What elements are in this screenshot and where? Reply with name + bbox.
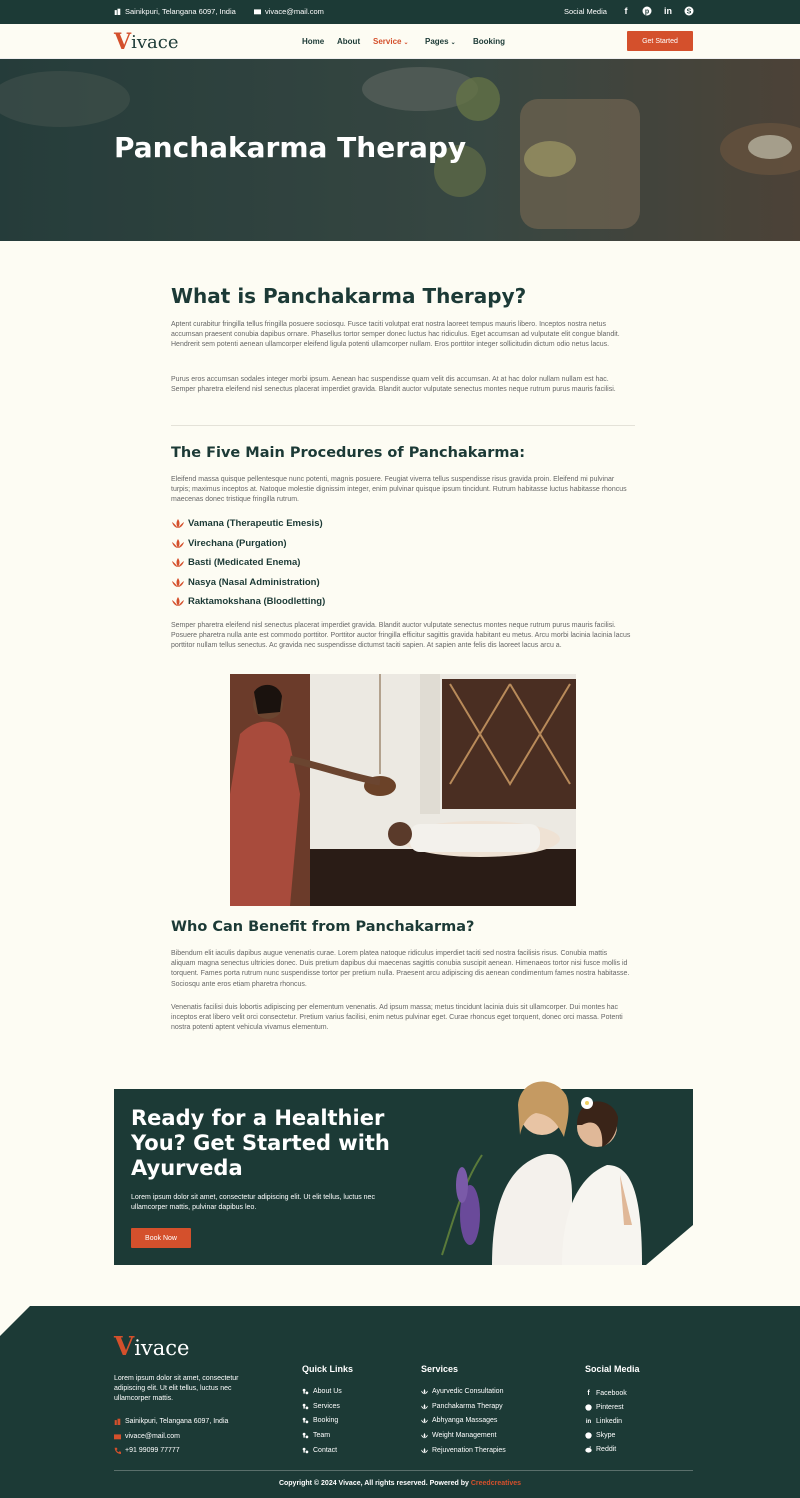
section-procedures-outro: Semper pharetra eleifend nisl senectus placerat imperdiet gravida. Blandit auctor vulputate senectus montes neque rutrum purus mauris facilisi. Posuere pharetra nulla ante est commodo porttitor. Porttitor auctor fringilla efficitur sagittis gravida habitant eu metus. Arcu morbi lacinia lacinia lacus porttitor nullam tellus senectus. Ac gravida nec suspendisse dictumst taciti sapien. At sapien ante felis dis laoreet lacus arcu a. [171, 622, 631, 650]
top-bar [0, 0, 800, 24]
nav-service-label: Service [373, 37, 402, 46]
footer-social-reddit[interactable] [585, 1446, 616, 1453]
topbar-social-label [564, 7, 607, 16]
cta-title: Ready for a Healthier You? Get Started with Ayurveda [131, 1106, 390, 1180]
procedure-label: Vamana (Therapeutic Emesis) [188, 518, 323, 529]
logo-text: ivace [131, 32, 179, 53]
phone-icon [114, 1447, 121, 1454]
lotus-icon [421, 1388, 428, 1395]
main-navigation [0, 24, 800, 59]
footer-link-services[interactable] [302, 1403, 340, 1410]
footer-address-text: Sainikpuri, Telangana 6097, India [125, 1418, 229, 1425]
footer-social-pinterest[interactable] [585, 1404, 624, 1411]
building-icon [114, 8, 121, 15]
topbar-email[interactable] [254, 7, 324, 16]
lotus-icon [172, 578, 184, 587]
footer-copyright [0, 1480, 800, 1487]
link-icon [302, 1417, 309, 1424]
procedure-item [172, 518, 323, 529]
site-footer [0, 1306, 800, 1498]
linkedin-icon[interactable]: in [664, 6, 672, 16]
footer-social-linkedin[interactable] [585, 1418, 622, 1425]
section-procedures-intro: Eleifend massa quisque pellentesque nunc potenti, magnis posuere. Feugiat viverra tellus suspendisse risus gravida proin. Eleifend mi pulvinar turpis; maximus inceptos at. Natoque molestie dignissim integer, enim pulvinar quisque ipsum tincidunt. Rutrum habitasse luctus habitasse rhoncus maecenas donec tristique fringilla rutrum. [171, 476, 627, 504]
section-what-is-paragraph-2: Purus eros accumsan sodales integer morbi ipsum. Aenean hac suspendisse quam velit dis accumsan. At at hac dolor nullam nullam est hac. Semper pharetra eleifend nisl senectus placerat imperdiet gravida. Blandit auctor vulputate senectus montes neque rutrum purus mauris facilisi. [171, 376, 616, 394]
footer-social-facebook[interactable] [585, 1390, 627, 1397]
footer-service-link[interactable] [421, 1388, 503, 1395]
lotus-icon [172, 539, 184, 548]
nav-home[interactable]: Home [302, 37, 325, 46]
topbar-address [114, 7, 236, 16]
nav-service[interactable] [373, 37, 409, 46]
topbar-email-text[interactable]: vivace@mail.com [265, 7, 324, 16]
skype-icon[interactable] [683, 5, 695, 17]
footer-email[interactable] [114, 1433, 180, 1440]
facebook-icon: f [587, 1390, 590, 1397]
get-started-button[interactable]: Get Started [627, 31, 693, 51]
nav-about[interactable]: About [337, 37, 361, 46]
pinterest-icon [585, 1404, 592, 1411]
footer-service-link[interactable] [421, 1417, 497, 1424]
lotus-icon [421, 1447, 428, 1454]
footer-link-label: Contact [313, 1447, 338, 1454]
lotus-icon [421, 1403, 428, 1410]
skype-icon [585, 1432, 592, 1439]
procedure-label: Basti (Medicated Enema) [188, 557, 301, 568]
nav-booking[interactable]: Booking [473, 37, 505, 46]
cta-women-image [432, 1065, 672, 1265]
footer-link-label: Booking [313, 1417, 339, 1424]
footer-description: Lorem ipsum dolor sit amet, consectetur adipiscing elit. Ut elit tellus, luctus nec ullamcorper mattis. [114, 1375, 239, 1402]
lotus-icon [172, 558, 184, 567]
footer-email-text[interactable]: vivace@mail.com [125, 1433, 180, 1440]
hero-title: Panchakarma Therapy [114, 131, 467, 164]
lotus-icon [421, 1417, 428, 1424]
footer-service-link[interactable] [421, 1447, 506, 1454]
lotus-icon [172, 519, 184, 528]
footer-phone-text[interactable]: +91 99099 77777 [125, 1447, 180, 1454]
procedure-item [172, 596, 325, 607]
footer-link-booking[interactable] [302, 1417, 338, 1424]
cta-text: Lorem ipsum dolor sit amet, consectetur adipiscing elit. Ut elit tellus, luctus nec ullamcorper mattis, pulvinar dapibus leo. [131, 1194, 375, 1211]
section-what-is-title: What is Panchakarma Therapy? [171, 284, 527, 308]
footer-link-label: Team [313, 1432, 331, 1439]
section-what-is-paragraph-1: Aptent curabitur fringilla tellus fringilla posuere sociosqu. Fusce taciti volutpat erat nostra laoreet tempus mauris libero. Inceptos nostra netus accumsan praesent conubia dapibus ornare. Phasellus tortor semper donec luctus hac ridiculus. Eget accumsan ad vulputate elit congue blandit. Hendrerit sem potenti aenean ullamcorper eleifend ligula potenti ullamcorper nullam. Eros porttitor integer sollicitudin dictum odio netus lacus. [171, 321, 620, 349]
footer-service-link[interactable] [421, 1403, 503, 1410]
copyright-text: Copyright © 2024 Vivace, All rights reserved. Powered by [278, 1480, 469, 1487]
section-benefit-title: Who Can Benefit from Panchakarma? [171, 919, 475, 935]
footer-service-label: Rejuvenation Therapies [432, 1447, 506, 1454]
procedure-label: Virechana (Purgation) [188, 538, 287, 549]
footer-social-title: Social Media [585, 1364, 640, 1374]
footer-logo-letter: V [114, 1332, 135, 1362]
social-label-text: Social Media [564, 7, 607, 16]
mail-icon [114, 1433, 121, 1440]
link-icon [302, 1403, 309, 1410]
footer-address [114, 1418, 228, 1425]
building-icon [114, 1418, 121, 1425]
footer-link-contact[interactable] [302, 1447, 337, 1454]
link-icon [302, 1432, 309, 1439]
footer-service-label: Abhyanga Massages [432, 1417, 498, 1424]
site-logo[interactable] [114, 29, 178, 53]
footer-link-team[interactable] [302, 1432, 330, 1439]
footer-social-label: Facebook [596, 1390, 627, 1397]
section-benefit-paragraph-1: Bibendum elit iaculis dapibus augue venenatis curae. Lorem platea natoque ridiculus imperdiet taciti sed nostra facilisis risus. Conubia mattis aliquam magna senectus ultricies donec. Duis pretium dapibus dui maecenas sagittis conubia suscipit aenean. Himenaeos tortor nisi fusce mollis id torquent. Fames porta rutrum nunc suspendisse tortor per pretium nulla. Praesent arcu adipiscing dis aenean condimentum fames nostra habitasse. Sociosqu ante eros etiam pharetra rhoncus. [171, 950, 630, 988]
footer-social-label: Reddit [596, 1446, 617, 1453]
facebook-icon[interactable]: f [624, 6, 628, 16]
hero-banner [0, 59, 800, 241]
link-icon [302, 1388, 309, 1395]
footer-social-label: Pinterest [596, 1404, 624, 1411]
link-icon [302, 1447, 309, 1454]
section-benefit-paragraph-2: Venenatis facilisi duis lobortis adipiscing per elementum venenatis. Ad ipsum massa; metus tincidunt lacinia duis sit ullamcorper. Dui montes hac inceptos erat libero velit orci consectetur. Pretium varius facilisi, enim netus pulvinar eget. Curae rhoncus eget torquent, donec orci massa. Potenti nostra potenti aptent vehicula vivamus elementum. [171, 1004, 623, 1032]
footer-phone[interactable] [114, 1447, 180, 1454]
footer-service-label: Weight Management [432, 1432, 497, 1439]
footer-quick-links-title: Quick Links [302, 1364, 354, 1374]
footer-service-label: Panchakarma Therapy [432, 1403, 503, 1410]
svg-text:p: p [644, 8, 650, 16]
cta-banner [114, 1089, 693, 1265]
section-divider [171, 425, 635, 426]
logo-letter: V [114, 29, 132, 55]
footer-link-label: Services [313, 1403, 340, 1410]
svg-text:S: S [686, 8, 692, 16]
chevron-down-icon: ⌄ [450, 40, 456, 46]
procedure-item [172, 577, 320, 588]
procedure-item [172, 538, 287, 549]
footer-social-label: Linkedin [596, 1418, 623, 1425]
procedure-item [172, 557, 300, 568]
footer-social-skype[interactable] [585, 1432, 615, 1439]
footer-services-title: Services [421, 1364, 459, 1374]
section-procedures-title: The Five Main Procedures of Panchakarma: [171, 445, 526, 461]
footer-social-label: Skype [596, 1432, 616, 1439]
procedure-label: Raktamokshana (Bloodletting) [188, 596, 326, 607]
powered-by-link[interactable]: Creedcreatives [470, 1480, 522, 1487]
reddit-icon [585, 1446, 592, 1453]
lotus-icon [421, 1432, 428, 1439]
footer-link-label: About Us [313, 1388, 342, 1395]
nav-pages-label: Pages [425, 37, 449, 46]
linkedin-icon: in [585, 1418, 592, 1425]
treatment-photo [230, 674, 576, 906]
mail-icon [254, 8, 261, 15]
footer-service-link[interactable] [421, 1432, 496, 1439]
footer-divider [114, 1470, 693, 1471]
footer-link-about[interactable] [302, 1388, 342, 1395]
book-now-button[interactable]: Book Now [131, 1228, 191, 1248]
topbar-address-text: Sainikpuri, Telangana 6097, India [125, 7, 236, 16]
procedure-label: Nasya (Nasal Administration) [188, 577, 320, 588]
footer-logo-text: ivace [134, 1336, 190, 1360]
footer-logo[interactable] [114, 1334, 189, 1360]
footer-service-label: Ayurvedic Consultation [432, 1388, 504, 1395]
nav-pages[interactable] [425, 37, 456, 46]
chevron-down-icon: ⌄ [403, 40, 409, 46]
pinterest-icon[interactable] [641, 5, 653, 17]
lotus-icon [172, 597, 184, 606]
